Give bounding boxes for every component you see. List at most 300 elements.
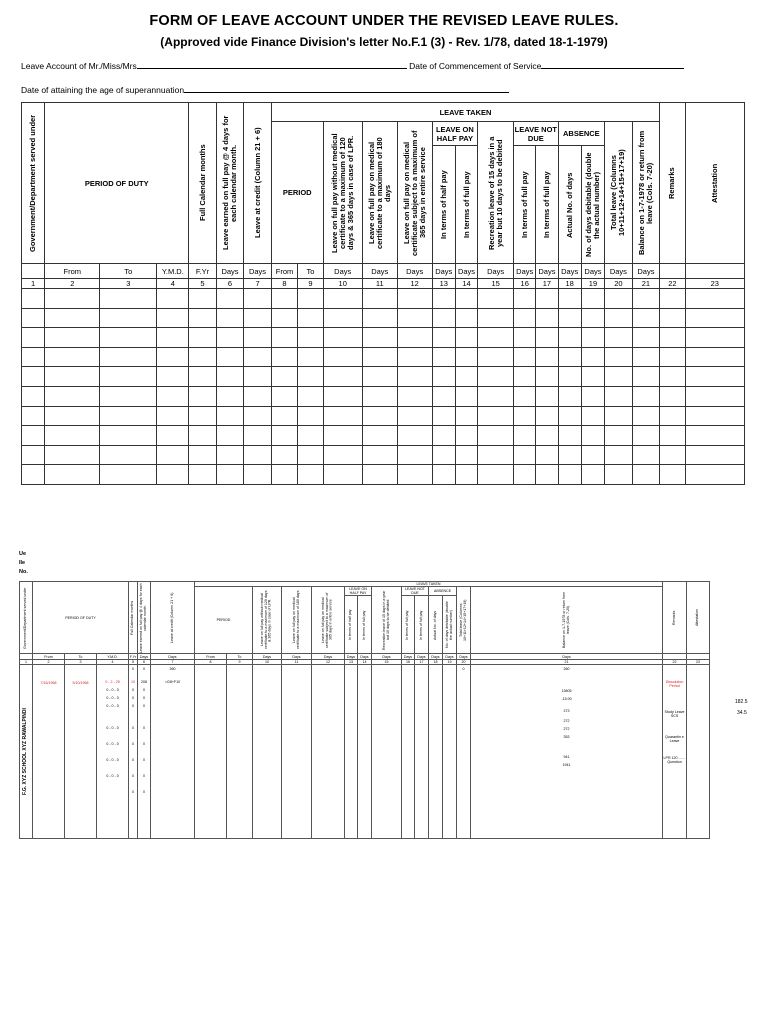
entry-cell[interactable] [581,406,604,426]
entry-cell[interactable] [323,308,362,328]
entry-cell[interactable] [605,426,633,446]
entry-cell[interactable] [605,386,633,406]
entry-cell[interactable] [514,386,536,406]
sub-header-cell: Days [581,264,604,279]
entry-cell[interactable] [455,308,477,328]
entry-cell[interactable] [432,426,455,446]
full-pay-180-header: Leave on full pay on medical certificate to a maximum of 180 days [366,136,392,249]
remarks-cell-value: Quarantin e Leave [665,735,684,743]
entry-cell[interactable] [323,289,362,309]
entry-cell[interactable] [216,386,244,406]
entry-cell[interactable] [100,465,157,485]
entry-cell[interactable] [581,347,604,367]
sub-header-cell: Days [455,264,477,279]
entry-cell[interactable] [660,308,685,328]
entry-cell[interactable] [536,347,558,367]
entry-cell[interactable] [632,289,660,309]
absence-header: ABSENCE [558,122,605,146]
sub-header-cell: Days [244,264,272,279]
entry-cell[interactable] [22,347,45,367]
column-number-cell: 5 [189,279,217,289]
entry-cell[interactable] [558,347,581,367]
entry-cell[interactable] [45,465,100,485]
entry-cell[interactable] [581,308,604,328]
school-name: F.G. XYZ SCHOOL XYZ RAWALPINDI [22,708,29,795]
entry-cell[interactable] [189,386,217,406]
govt-header: Government/Department served under [28,114,38,252]
col7-cell-value: =G8+F10 [164,680,181,684]
entry-cell[interactable] [189,289,217,309]
entry-cell[interactable] [22,445,45,465]
entry-cell[interactable] [216,347,244,367]
entry-cell[interactable] [157,347,189,367]
entry-cell[interactable] [660,347,685,367]
col7-cell-value: 260 [169,667,176,671]
entry-cell[interactable] [397,406,432,426]
entry-cell[interactable] [685,328,744,348]
entry-cell[interactable] [432,308,455,328]
from-date: 7/16/1968 [33,665,65,839]
entry-cell[interactable] [432,406,455,426]
side-label: Ue Ile No. [19,551,28,575]
entry-cell[interactable] [216,465,244,485]
entry-cell[interactable] [100,347,157,367]
to-date: 5/10/1968 [65,665,97,839]
ymd-cell-value: 0 - 0 - 0 [106,696,119,700]
entry-cell[interactable] [581,386,604,406]
entry-cell[interactable] [455,465,477,485]
sub-header-cell: Days [514,264,536,279]
sub-header-row [22,264,745,279]
entry-cell[interactable] [455,367,477,387]
entry-cell[interactable] [157,308,189,328]
entry-cell[interactable] [660,367,685,387]
sub-header-cell [22,264,45,279]
outside-value-1: 182.5 [735,699,748,705]
entry-cell[interactable] [271,328,297,348]
entry-cell[interactable] [632,347,660,367]
entry-cell[interactable] [397,445,432,465]
entry-cell[interactable] [581,367,604,387]
entry-cell[interactable] [216,406,244,426]
entry-cell[interactable] [632,445,660,465]
column-number-cell: 6 [216,279,244,289]
column-number-cell: 21 [632,279,660,289]
entry-cell[interactable] [397,308,432,328]
entry-cell[interactable] [45,308,100,328]
entry-cell[interactable] [536,426,558,446]
entry-cell[interactable] [298,367,323,387]
entry-cell[interactable] [22,308,45,328]
entry-cell[interactable] [478,328,514,348]
sub-header-cell: From [271,264,297,279]
entry-cell[interactable] [685,308,744,328]
entry-cell[interactable] [660,328,685,348]
entry-cell[interactable] [244,289,272,309]
entry-cell[interactable] [100,445,157,465]
entry-cell[interactable] [45,386,100,406]
entry-cell[interactable] [397,367,432,387]
entry-cell[interactable] [298,328,323,348]
entry-cell[interactable] [298,289,323,309]
entry-cell[interactable] [660,465,685,485]
full-pay-120-header: Leave on full pay without medical certificate to a maximum of 120 days & 365 days in case of LPR. [329,132,355,253]
entry-cell[interactable] [189,445,217,465]
balance-header: Balance on 1-7-1978 or return from leave (Cols. 7-20) [637,130,654,255]
entry-cell[interactable] [514,308,536,328]
entry-cell[interactable] [397,465,432,485]
sub-header-cell: Days [397,264,432,279]
entry-cell[interactable] [632,386,660,406]
entry-cell[interactable] [323,406,362,426]
entry-cell[interactable] [323,328,362,348]
entry-cell[interactable] [536,386,558,406]
ymd-cell-value: 0 - 0 - 0 [106,688,119,692]
table-row [22,289,745,309]
entry-cell[interactable] [397,386,432,406]
entry-cell[interactable] [478,426,514,446]
entry-cell[interactable] [216,445,244,465]
entry-cell[interactable] [685,386,744,406]
entry-cell[interactable] [478,445,514,465]
entry-cell[interactable] [660,289,685,309]
entry-cell[interactable] [100,308,157,328]
entry-cell[interactable] [478,308,514,328]
entry-cell[interactable] [157,328,189,348]
entry-cell[interactable] [514,406,536,426]
entry-cell[interactable] [323,465,362,485]
entry-cell[interactable] [22,406,45,426]
entry-cell[interactable] [22,386,45,406]
entry-cell[interactable] [605,445,633,465]
entry-cell[interactable] [298,426,323,446]
entry-cell[interactable] [271,367,297,387]
entry-cell[interactable] [362,347,397,367]
entry-cell[interactable] [189,367,217,387]
entry-cell[interactable] [189,328,217,348]
entry-cell[interactable] [100,426,157,446]
outside-value-2: 34.5 [737,710,747,716]
entry-cell[interactable] [45,426,100,446]
months-cell-value: 0 [132,774,135,778]
entry-cell[interactable] [271,308,297,328]
entry-cell[interactable] [157,426,189,446]
entry-cell[interactable] [432,386,455,406]
entry-cell[interactable] [397,347,432,367]
entry-cell[interactable] [298,406,323,426]
entry-cell[interactable] [660,445,685,465]
leave-not-due-header: LEAVE NOT DUE [514,122,558,146]
entry-cell[interactable] [216,308,244,328]
entry-cell[interactable] [244,328,272,348]
remarks-cell-value: LPR 120 ....... Question [663,756,686,764]
entry-cell[interactable] [514,426,536,446]
entry-cell[interactable] [558,328,581,348]
entry-cell[interactable] [660,426,685,446]
entry-cell[interactable] [685,465,744,485]
entry-cell[interactable] [157,386,189,406]
entry-cell[interactable] [605,367,633,387]
entry-cell[interactable] [244,406,272,426]
entry-cell[interactable] [22,367,45,387]
entry-cell[interactable] [478,367,514,387]
entry-cell[interactable] [660,406,685,426]
sub-header-cell [660,264,685,279]
entry-cell[interactable] [45,445,100,465]
entry-cell[interactable] [514,367,536,387]
entry-cell[interactable] [558,465,581,485]
entry-cell[interactable] [22,328,45,348]
entry-cell[interactable] [605,406,633,426]
entry-cell[interactable] [271,426,297,446]
form-title: FORM OF LEAVE ACCOUNT UNDER THE REVISED LEAVE RULES. [149,13,619,29]
table-row [22,367,745,387]
entry-cell[interactable] [660,386,685,406]
entry-cell[interactable] [323,347,362,367]
entry-cell[interactable] [157,445,189,465]
entry-cell[interactable] [685,367,744,387]
leave-taken-header: LEAVE TAKEN [271,103,659,122]
entry-cell[interactable] [157,367,189,387]
ymd-cell-value: 0 - 0 - 0 [106,726,119,730]
entry-cell[interactable] [298,347,323,367]
entry-cell[interactable] [271,445,297,465]
leave-half-pay-header: LEAVE ON HALF PAY [432,122,478,146]
recreation-header: Recreation leave of 15 days in a year but 10 days to be debited [486,135,504,250]
entry-cell[interactable] [558,289,581,309]
entry-cell[interactable] [244,308,272,328]
entry-cell[interactable] [157,406,189,426]
entry-cell[interactable] [581,289,604,309]
entry-cell[interactable] [685,289,744,309]
entry-cell[interactable] [514,465,536,485]
entry-cell[interactable] [432,328,455,348]
entry-cell[interactable] [362,289,397,309]
entry-cell[interactable] [514,347,536,367]
entry-cell[interactable] [189,426,217,446]
entry-cell[interactable] [362,367,397,387]
days6-cell-value: 0 [143,758,146,762]
entry-cell[interactable] [22,465,45,485]
entry-cell[interactable] [632,328,660,348]
entry-cell[interactable] [455,426,477,446]
entry-cell[interactable] [189,406,217,426]
entry-cell[interactable] [362,445,397,465]
column-number-cell: 3 [100,279,157,289]
entry-cell[interactable] [244,465,272,485]
sub-header-cell: Y.M.D. [157,264,189,279]
sub-header-cell: To [100,264,157,279]
entry-cell[interactable] [45,289,100,309]
entry-cell[interactable] [605,328,633,348]
entry-cell[interactable] [100,328,157,348]
entry-cell[interactable] [558,367,581,387]
entry-cell[interactable] [244,445,272,465]
entry-cell[interactable] [298,308,323,328]
entry-cell[interactable] [478,386,514,406]
entry-cell[interactable] [632,426,660,446]
entry-cell[interactable] [432,367,455,387]
entry-cell[interactable] [455,347,477,367]
entry-cell[interactable] [455,328,477,348]
column-number-cell: 1 [22,279,45,289]
column-number-cell: 18 [558,279,581,289]
entry-cell[interactable] [323,367,362,387]
entry-cell[interactable] [271,465,297,485]
entry-cell[interactable] [432,289,455,309]
entry-cell[interactable] [558,386,581,406]
entry-cell[interactable] [536,367,558,387]
entry-cell[interactable] [536,308,558,328]
entry-cell[interactable] [323,426,362,446]
entry-cell[interactable] [478,465,514,485]
days6-cell-value: 0 [143,742,146,746]
entry-cell[interactable] [298,386,323,406]
table-row [22,465,745,485]
entry-cell[interactable] [271,289,297,309]
sub-header-cell: Days [558,264,581,279]
entry-cell[interactable] [189,347,217,367]
entry-cell[interactable] [323,445,362,465]
entry-cell[interactable] [581,426,604,446]
entry-cell[interactable] [189,465,217,485]
entry-cell[interactable] [605,465,633,485]
s-period-of-duty: PERIOD OF DUTY [33,582,129,654]
entry-cell[interactable] [362,308,397,328]
period-header: PERIOD [271,122,323,264]
entry-cell[interactable] [455,406,477,426]
entry-cell[interactable] [558,406,581,426]
entry-cell[interactable] [605,347,633,367]
entry-cell[interactable] [362,465,397,485]
entry-cell[interactable] [514,445,536,465]
entry-cell[interactable] [271,406,297,426]
entry-cell[interactable] [362,406,397,426]
entry-cell[interactable] [45,406,100,426]
sub-header-cell [685,264,744,279]
entry-cell[interactable] [216,289,244,309]
entry-cell[interactable] [632,367,660,387]
entry-cell[interactable] [362,426,397,446]
entry-cell[interactable] [298,465,323,485]
entry-cell[interactable] [536,445,558,465]
entry-cell[interactable] [216,426,244,446]
entry-cell[interactable] [157,289,189,309]
entry-cell[interactable] [605,308,633,328]
entry-cell[interactable] [478,406,514,426]
entry-cell[interactable] [298,445,323,465]
ymd-cell-value: 0 - 0 - 0 [106,742,119,746]
column-number-cell: 4 [157,279,189,289]
entry-cell[interactable] [558,445,581,465]
entry-cell[interactable] [685,406,744,426]
entry-cell[interactable] [100,406,157,426]
entry-cell[interactable] [397,426,432,446]
entry-cell[interactable] [45,367,100,387]
entry-cell[interactable] [432,445,455,465]
table-row [22,386,745,406]
entry-cell[interactable] [189,308,217,328]
entry-cell[interactable] [22,426,45,446]
entry-cell[interactable] [216,328,244,348]
remarks-cell-value: Dissolution Period [665,680,684,688]
entry-cell[interactable] [45,328,100,348]
entry-cell[interactable] [323,386,362,406]
actual-days-header: Actual No. of days [564,171,574,238]
entry-cell[interactable] [685,426,744,446]
entry-cell[interactable] [271,386,297,406]
entry-cell[interactable] [244,367,272,387]
entry-cell[interactable] [362,328,397,348]
entry-cell[interactable] [478,289,514,309]
entry-cell[interactable] [605,289,633,309]
entry-cell[interactable] [100,386,157,406]
months-cell-value: 10 [131,680,136,684]
entry-cell[interactable] [397,328,432,348]
col21-cell-value: -15.00 [561,697,572,701]
entry-cell[interactable] [244,426,272,446]
sub-header-cell: Days [632,264,660,279]
entry-cell[interactable] [216,367,244,387]
entry-cell[interactable] [536,289,558,309]
entry-cell[interactable] [632,308,660,328]
entry-cell[interactable] [536,465,558,485]
entry-cell[interactable] [100,367,157,387]
entry-cell[interactable] [397,289,432,309]
entry-cell[interactable] [558,426,581,446]
months-cell-value: 0 [132,688,135,692]
entry-cell[interactable] [478,347,514,367]
table-row [22,328,745,348]
entry-cell[interactable] [244,347,272,367]
entry-cell[interactable] [514,289,536,309]
entry-cell[interactable] [558,308,581,328]
entry-cell[interactable] [100,289,157,309]
months-cell-value: 0 [132,790,135,794]
column-number-cell: 17 [536,279,558,289]
table-row [22,347,745,367]
entry-cell[interactable] [45,347,100,367]
column-number-cell: 22 [660,279,685,289]
days6-cell-value: 0 [143,688,146,692]
entry-cell[interactable] [455,289,477,309]
days6-cell-value: 208 [141,680,148,684]
entry-cell[interactable] [271,347,297,367]
entry-cell[interactable] [632,465,660,485]
entry-cell[interactable] [244,386,272,406]
col21-cell-value: 260 [563,667,570,671]
entry-cell[interactable] [455,445,477,465]
entry-cell[interactable] [536,328,558,348]
entry-cell[interactable] [581,465,604,485]
entry-cell[interactable] [685,445,744,465]
entry-cell[interactable] [685,347,744,367]
entry-cell[interactable] [22,289,45,309]
entry-cell[interactable] [157,465,189,485]
entry-cell[interactable] [581,328,604,348]
days6-cell-value: 0 [143,704,146,708]
entry-cell[interactable] [632,406,660,426]
half-in-terms-full-header: In terms of full pay [461,171,471,238]
entry-cell[interactable] [581,445,604,465]
entry-cell[interactable] [536,406,558,426]
entry-cell[interactable] [362,386,397,406]
entry-cell[interactable] [514,328,536,348]
entry-cell[interactable] [432,347,455,367]
entry-cell[interactable] [455,386,477,406]
entry-cell[interactable] [432,465,455,485]
column-number-cell: 15 [478,279,514,289]
